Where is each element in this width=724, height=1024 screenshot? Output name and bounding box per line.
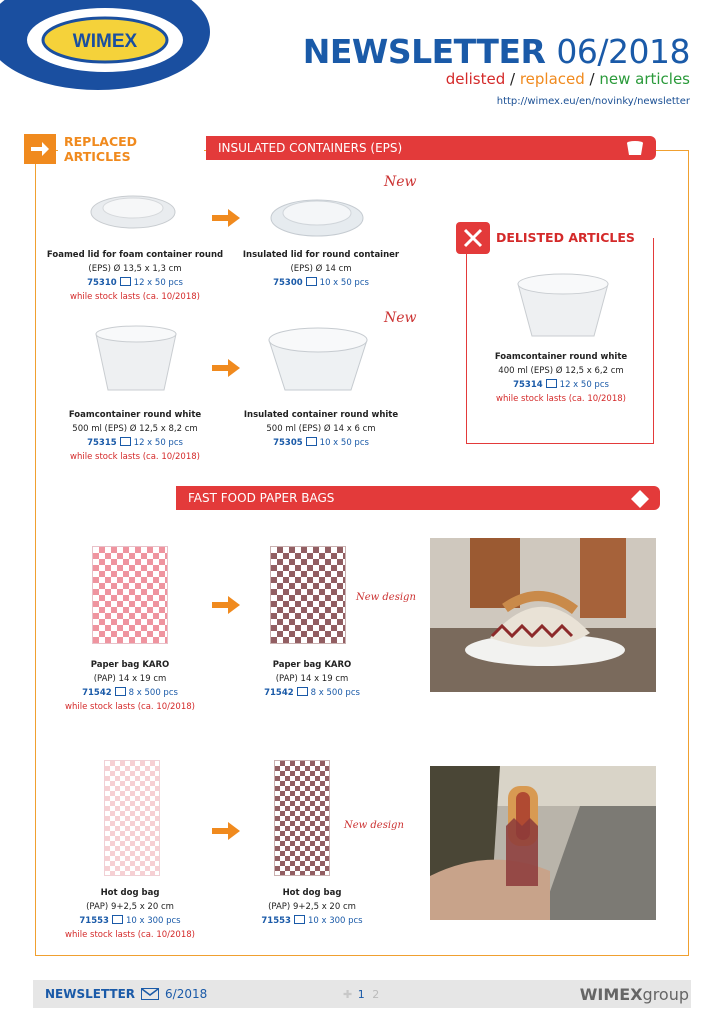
arrow-right-icon xyxy=(210,207,242,229)
section-title: INSULATED CONTAINERS (EPS) xyxy=(218,141,403,155)
product-caption-75300: Insulated lid for round container (EPS) Ø 14 cm 75300 10 x 50 pcs xyxy=(242,250,400,288)
replaced-articles-label: REPLACED ARTICLES xyxy=(58,134,204,164)
product-caption-71542-old: Paper bag KARO (PAP) 14 x 19 cm 71542 8 x 500 pcs while stock lasts (ca. 10/2018) xyxy=(65,660,195,712)
arrow-right-icon xyxy=(24,134,56,164)
product-image-hot-dog-bag-brown xyxy=(274,760,330,876)
wimex-logo xyxy=(0,0,210,90)
box-icon xyxy=(306,437,317,446)
product-caption-71542-new: Paper bag KARO (PAP) 14 x 19 cm 71542 8 x 500 pcs xyxy=(264,660,360,698)
diamond-icon xyxy=(630,489,650,509)
product-caption-75314: Foamcontainer round white 400 ml (EPS) Ø 12,5 x 6,2 cm 75314 12 x 50 pcs while stock lasts (ca. 10/2018) xyxy=(494,352,628,404)
product-image-hot-dog-bag-light xyxy=(104,760,160,876)
product-image-insulated-container xyxy=(266,322,370,396)
footer-label: NEWSLETTER xyxy=(45,987,136,1001)
new-tag: New xyxy=(384,310,417,326)
newsletter-title: NEWSLETTER 06/2018 xyxy=(302,32,690,71)
box-icon xyxy=(120,277,131,286)
section-insulated-containers xyxy=(206,136,656,160)
product-image-foam-lid xyxy=(88,182,178,232)
product-caption-75315: Foamcontainer round white 500 ml (EPS) Ø 12,5 x 8,2 cm 75315 12 x 50 pcs while stock lasts (ca. 10/2018) xyxy=(68,410,202,462)
product-image-foamcontainer-500 xyxy=(92,322,180,394)
box-icon xyxy=(120,437,131,446)
cup-icon xyxy=(622,140,648,158)
box-icon xyxy=(297,687,308,696)
new-tag: New xyxy=(384,174,417,190)
box-icon xyxy=(112,915,123,924)
product-image-paper-bag-karo-red xyxy=(92,546,168,644)
close-icon xyxy=(456,222,490,254)
arrow-right-icon xyxy=(210,357,242,379)
product-image-insulated-lid xyxy=(268,184,366,240)
page-1-link[interactable]: 1 xyxy=(357,987,365,1001)
product-caption-71553-new: Hot dog bag (PAP) 9+2,5 x 20 cm 71553 10 x 300 pcs xyxy=(261,888,363,926)
new-design-tag: New design xyxy=(344,820,404,831)
footer-issue: 6/2018 xyxy=(165,987,208,1001)
box-icon xyxy=(115,687,126,696)
box-icon xyxy=(306,277,317,286)
envelope-icon xyxy=(141,988,159,1000)
page-2-link[interactable]: 2 xyxy=(372,987,380,1001)
page-nav: ✚ 1 2 xyxy=(343,987,380,1001)
section-title: FAST FOOD PAPER BAGS xyxy=(188,491,335,505)
product-caption-75310: Foamed lid for foam container round (EPS) Ø 13,5 x 1,3 cm 75310 12 x 50 pcs while stock lasts (ca. 10/2018) xyxy=(46,250,224,302)
arrow-right-icon xyxy=(210,594,242,616)
section-fast-food-paper-bags xyxy=(176,486,660,510)
photo-kebab xyxy=(430,538,656,692)
arrow-right-icon xyxy=(210,820,242,842)
new-design-tag: New design xyxy=(356,592,416,603)
product-image-foamcontainer-400 xyxy=(514,268,612,340)
product-caption-75305: Insulated container round white 500 ml (EPS) Ø 14 x 6 cm 75305 10 x 50 pcs xyxy=(243,410,399,448)
newsletter-url-link[interactable]: http://wimex.eu/en/novinky/newsletter xyxy=(496,96,690,107)
footer-bar xyxy=(33,980,691,1008)
product-caption-71553-old: Hot dog bag (PAP) 9+2,5 x 20 cm 71553 10 x 300 pcs while stock lasts (ca. 10/2018) xyxy=(65,888,195,940)
logo-text: WIMEX xyxy=(72,31,138,52)
box-icon xyxy=(546,379,557,388)
photo-hot-dog xyxy=(430,766,656,920)
newsletter-subtitle: delisted / replaced / new articles xyxy=(445,70,690,88)
wimex-group-brand: WIMEXgroup xyxy=(579,984,689,1004)
delisted-articles-label: DELISTED ARTICLES xyxy=(492,230,640,248)
product-image-paper-bag-karo-brown xyxy=(270,546,346,644)
box-icon xyxy=(294,915,305,924)
